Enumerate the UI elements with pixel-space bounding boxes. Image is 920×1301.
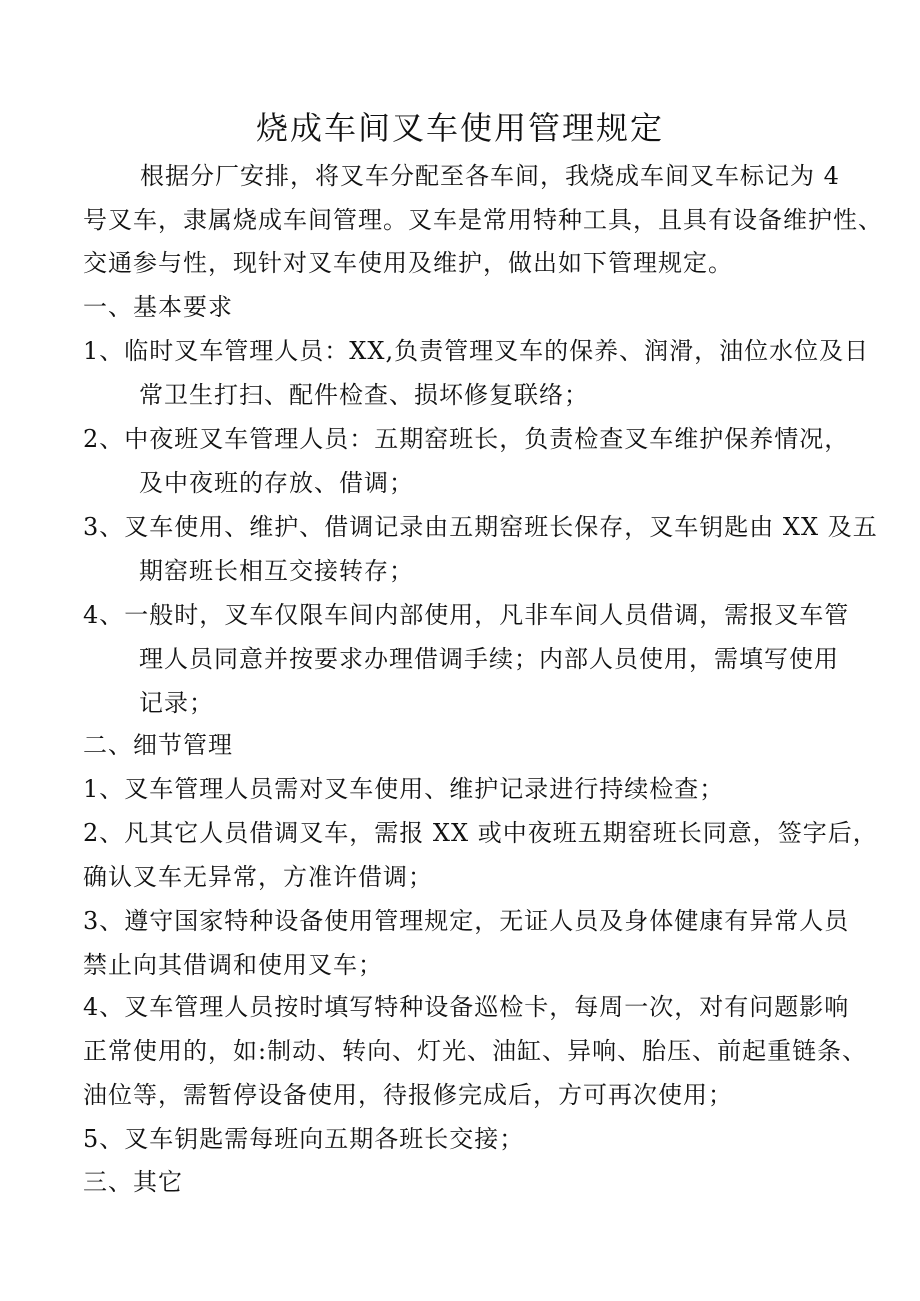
list-item-line: 禁止向其借调和使用叉车； xyxy=(83,951,383,979)
list-item-line: 3、叉车使用、维护、借调记录由五期窑班长保存，叉车钥匙由 XX 及五 xyxy=(83,513,878,541)
intro-line: 根据分厂安排，将叉车分配至各车间，我烧成车间叉车标记为 4 xyxy=(140,162,840,190)
document-title: 烧成车间叉车使用管理规定 xyxy=(255,109,664,147)
list-item-line: 常卫生打扫、配件检查、损坏修复联络； xyxy=(139,381,589,409)
list-item-line: 1、临时叉车管理人员：XX,负责管理叉车的保养、润滑，油位水位及日 xyxy=(83,337,870,365)
list-item-line: 油位等，需暂停设备使用，待报修完成后，方可再次使用； xyxy=(83,1081,733,1109)
list-item-line: 记录； xyxy=(139,689,214,717)
list-item-line: 5、叉车钥匙需每班向五期各班长交接； xyxy=(83,1125,525,1153)
section-heading: 二、细节管理 xyxy=(83,731,233,759)
list-item-line: 理人员同意并按要求办理借调手续；内部人员使用，需填写使用 xyxy=(139,645,839,673)
list-item-line: 及中夜班的存放、借调； xyxy=(139,469,414,497)
list-item-line: 正常使用的，如:制动、转向、灯光、油缸、异响、胎压、前起重链条、 xyxy=(83,1037,868,1065)
list-item-line: 2、中夜班叉车管理人员：五期窑班长，负责检查叉车维护保养情况， xyxy=(83,425,850,453)
section-heading: 一、基本要求 xyxy=(83,293,233,321)
section-heading: 三、其它 xyxy=(83,1168,183,1196)
list-item-line: 3、遵守国家特种设备使用管理规定，无证人员及身体健康有异常人员 xyxy=(83,907,850,935)
list-item-line: 1、叉车管理人员需对叉车使用、维护记录进行持续检查； xyxy=(83,775,725,803)
list-item-line: 2、凡其它人员借调叉车，需报 XX 或中夜班五期窑班长同意，签字后， xyxy=(83,819,878,847)
list-item-line: 4、叉车管理人员按时填写特种设备巡检卡，每周一次，对有问题影响 xyxy=(83,993,850,1021)
list-item-line: 期窑班长相互交接转存； xyxy=(139,557,414,585)
list-item-line: 4、一般时，叉车仅限车间内部使用，凡非车间人员借调，需报叉车管 xyxy=(83,601,850,629)
intro-line: 交通参与性，现针对叉车使用及维护，做出如下管理规定。 xyxy=(83,249,733,277)
intro-line: 号叉车，隶属烧成车间管理。叉车是常用特种工具，且具有设备维护性、 xyxy=(83,206,883,234)
list-item-line: 确认叉车无异常，方准许借调； xyxy=(83,863,433,891)
